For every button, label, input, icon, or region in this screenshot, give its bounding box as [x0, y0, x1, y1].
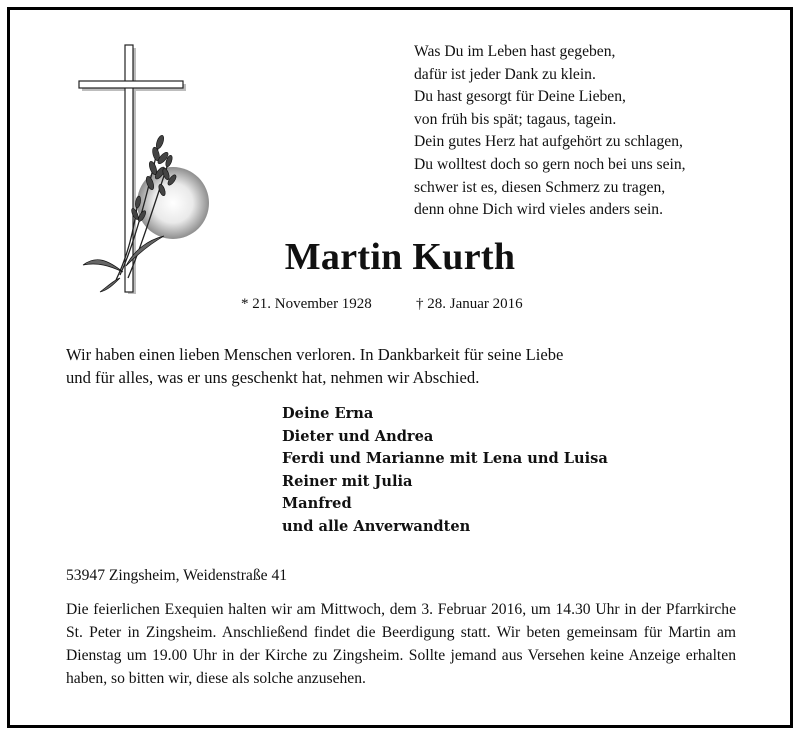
- address: 53947 Zingsheim, Weidenstraße 41: [66, 567, 288, 584]
- farewell-line: Wir haben einen lieben Menschen verloren. In Dankbarkeit für seine Liebe: [66, 345, 564, 364]
- poem-line: schwer ist es, diesen Schmerz zu tragen,: [414, 178, 666, 196]
- farewell-line: und für alles, was er uns geschenkt hat, nehmen wir Abschied.: [66, 368, 480, 387]
- poem-line: Dein gutes Herz hat aufgehört zu schlagen,: [414, 133, 683, 151]
- poem-line: Du wolltest doch so gern noch bei uns sein,: [414, 155, 686, 173]
- service-details: Die feierlichen Exequien halten wir am Mittwoch, dem 3. Februar 2016, um 14.30 Uhr in der Pfarrkirche St. Peter in Zingsheim. Anschließend findet die Beerdigung statt. Wir beten gemeinsam für Martin am Dienstag um 19.00 Uhr in der Kirche zu Zingsheim. Sollte jemand aus Versehen keine Anzeige erhalten haben, so bitten wir, diese als solche anzusehen.: [66, 601, 736, 687]
- mourner: und alle Anverwandten: [282, 517, 471, 535]
- birth-date: * 21. November 1928: [241, 296, 372, 312]
- poem-line: Du hast gesorgt für Deine Lieben,: [414, 88, 626, 106]
- farewell-text: [66, 343, 563, 389]
- mourner: Ferdi und Marianne mit Lena und Luisa: [282, 450, 608, 468]
- poem-line: dafür ist jeder Dank zu klein.: [414, 65, 596, 83]
- mourner: Deine Erna: [282, 405, 374, 422]
- mourner: Dieter und Andrea: [282, 427, 434, 445]
- mourner: Reiner mit Julia: [282, 472, 413, 490]
- poem-line: von früh bis spät; tagaus, tagein.: [414, 110, 617, 128]
- poem-line: Was Du im Leben hast gegeben,: [414, 43, 616, 60]
- mourners-list: [282, 403, 608, 539]
- deceased-name: Martin Kurth: [284, 236, 516, 278]
- poem-line: denn ohne Dich wird vieles anders sein.: [414, 201, 663, 219]
- poem: [414, 41, 686, 222]
- death-date: † 28. Januar 2016: [416, 296, 523, 312]
- mourner: Manfred: [282, 495, 352, 513]
